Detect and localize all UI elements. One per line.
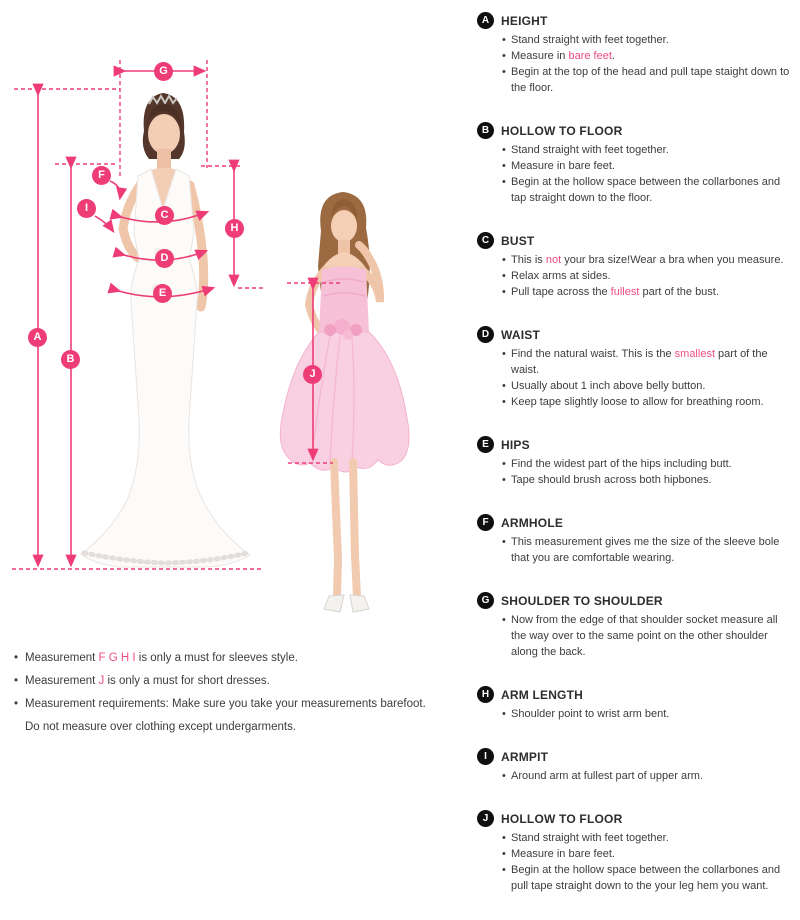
bullet-text (511, 346, 795, 378)
plain-text: Around arm at fullest part of upper arm. (511, 770, 703, 782)
plain-text: your bra size!Wear a bra when you measure. (561, 254, 784, 266)
bullet-text (511, 284, 795, 300)
section-letter-badge: E (477, 436, 494, 453)
bullet-text (511, 378, 795, 394)
bullet-marker: • (502, 474, 506, 486)
bullet-marker: • (502, 160, 506, 172)
bullet-item (502, 64, 795, 96)
plain-text: Find the natural waist. This is the (511, 348, 675, 360)
bullet-item (502, 846, 795, 862)
section-head (477, 810, 795, 827)
plain-text: This is (511, 254, 546, 266)
section-letter-badge: H (477, 686, 494, 703)
plain-text: Measure in (511, 50, 569, 62)
section-bullets (502, 252, 795, 300)
measure-section-f (477, 514, 795, 566)
measure-section-d (477, 326, 795, 410)
bullet-item (502, 284, 795, 300)
bullet-marker: • (502, 380, 506, 392)
section-bullets (502, 534, 795, 566)
plain-text: Relax arms at sides. (511, 270, 611, 282)
note-marker: • (14, 652, 19, 664)
plain-text: . (611, 50, 615, 62)
measure-sections (477, 12, 795, 920)
measure-section-h (477, 686, 795, 722)
bullet-item (502, 174, 795, 206)
plain-text: Do not measure over clothing except undergarments. (25, 721, 297, 733)
bullet-text (511, 158, 795, 174)
measure-label-e: E (153, 284, 172, 303)
note-line (14, 650, 466, 666)
section-letter-badge: A (477, 12, 494, 29)
section-title: ARM LENGTH (501, 687, 583, 702)
bullet-item (502, 268, 795, 284)
highlighted-text: fullest (610, 286, 640, 298)
measure-section-g (477, 592, 795, 660)
section-title: WAIST (501, 327, 540, 342)
plain-text: Usually about 1 inch above belly button. (511, 380, 706, 392)
section-head (477, 514, 795, 531)
highlighted-text: F G H I (98, 652, 136, 664)
bullet-item (502, 830, 795, 846)
section-bullets (502, 32, 795, 96)
measure-label-g: G (154, 62, 173, 81)
bullet-text (511, 612, 795, 660)
section-title: HOLLOW TO FLOOR (501, 811, 623, 826)
bullet-text (511, 472, 795, 488)
note-line (14, 719, 466, 735)
section-title: BUST (501, 233, 535, 248)
section-title: HIPS (501, 437, 530, 452)
bullet-marker: • (502, 254, 506, 266)
bullet-text (511, 32, 795, 48)
section-title: HEIGHT (501, 13, 548, 28)
plain-text: Now from the edge of that shoulder socket measure all the way over to the same point on the other shoulder along the back. (511, 614, 778, 658)
highlighted-text: not (545, 254, 562, 266)
bullet-marker: • (502, 270, 506, 282)
note-marker: • (14, 675, 19, 687)
bullet-text (511, 846, 795, 862)
section-bullets (502, 142, 795, 206)
section-letter-badge: B (477, 122, 494, 139)
bullet-marker: • (502, 396, 506, 408)
section-letter-badge: G (477, 592, 494, 609)
bullet-item (502, 48, 795, 64)
plain-text: Measure in bare feet. (511, 848, 615, 860)
plain-text: Stand straight with feet together. (511, 34, 669, 46)
plain-text: Begin at the top of the head and pull tape staight down to the floor. (511, 66, 790, 94)
bullet-item (502, 346, 795, 378)
measure-section-b (477, 122, 795, 206)
measure-section-j (477, 810, 795, 894)
bullet-text (511, 534, 795, 566)
bullet-text (511, 830, 795, 846)
bullet-marker: • (502, 286, 506, 298)
measurement-overlay (0, 0, 470, 640)
plain-text: Measurement (25, 675, 99, 687)
bullet-item (502, 378, 795, 394)
section-letter-badge: D (477, 326, 494, 343)
section-head (477, 232, 795, 249)
bullet-marker: • (502, 176, 506, 188)
bullet-marker: • (502, 848, 506, 860)
measure-label-j: J (303, 365, 322, 384)
bullet-text (511, 64, 795, 96)
bullet-item (502, 768, 795, 784)
section-title: ARMPIT (501, 749, 549, 764)
note-marker: • (14, 698, 19, 710)
bullet-marker: • (502, 50, 506, 62)
bullet-marker: • (502, 832, 506, 844)
measure-section-c (477, 232, 795, 300)
highlighted-text: bare feet (568, 50, 612, 62)
section-head (477, 686, 795, 703)
bullet-marker: • (502, 66, 506, 78)
section-head (477, 592, 795, 609)
section-bullets (502, 768, 795, 784)
bullet-text (511, 456, 795, 472)
section-bullets (502, 706, 795, 722)
bullet-marker: • (502, 458, 506, 470)
arrow-i (95, 216, 113, 231)
plain-text: Find the widest part of the hips including butt. (511, 458, 732, 470)
plain-text: This measurement gives me the size of the sleeve bole that you are comfortable wearing. (511, 536, 780, 564)
section-head (477, 436, 795, 453)
bullet-text (511, 268, 795, 284)
measure-label-a: A (28, 328, 47, 347)
highlighted-text: J (98, 675, 105, 687)
bullet-item (502, 142, 795, 158)
bullet-item (502, 394, 795, 410)
bullet-text (511, 174, 795, 206)
measure-label-d: D (155, 249, 174, 268)
bullet-text (511, 48, 795, 64)
measure-section-i (477, 748, 795, 784)
section-head (477, 12, 795, 29)
bullet-marker: • (502, 34, 506, 46)
bullet-marker: • (502, 864, 506, 876)
note-line (14, 673, 466, 689)
bullet-marker: • (502, 348, 506, 360)
measure-label-c: C (155, 206, 174, 225)
note-text (25, 719, 466, 735)
plain-text: part of the waist. (511, 348, 768, 376)
plain-text: Stand straight with feet together. (511, 832, 669, 844)
section-bullets (502, 456, 795, 488)
note-marker (14, 719, 25, 735)
bullet-item (502, 252, 795, 268)
bullet-text (511, 394, 795, 410)
bullet-marker: • (502, 144, 506, 156)
plain-text: Begin at the hollow space between the collarbones and tap straight down to the floor. (511, 176, 781, 204)
bullet-text (511, 252, 795, 268)
bullet-text (511, 706, 795, 722)
section-letter-badge: F (477, 514, 494, 531)
section-title: ARMHOLE (501, 515, 564, 530)
bullet-item (502, 534, 795, 566)
plain-text: Keep tape slightly loose to allow for breathing room. (511, 396, 764, 408)
section-title: SHOULDER TO SHOULDER (501, 593, 663, 608)
note-text (25, 673, 466, 689)
section-letter-badge: C (477, 232, 494, 249)
section-letter-badge: I (477, 748, 494, 765)
bullet-marker: • (502, 614, 506, 626)
bullet-item (502, 32, 795, 48)
measure-label-b: B (61, 350, 80, 369)
measure-label-i: I (77, 199, 96, 218)
measure-section-e (477, 436, 795, 488)
highlighted-text: smallest (674, 348, 715, 360)
bullet-item (502, 612, 795, 660)
bullet-marker: • (502, 536, 506, 548)
note-line (14, 696, 466, 712)
bullet-text (511, 862, 795, 894)
bullet-item (502, 862, 795, 894)
plain-text: Tape should brush across both hipbones. (511, 474, 712, 486)
bullet-item (502, 706, 795, 722)
plain-text: is only a must for short dresses. (104, 675, 270, 687)
plain-text: is only a must for sleeves style. (135, 652, 298, 664)
bullet-marker: • (502, 708, 506, 720)
section-head (477, 748, 795, 765)
bullet-item (502, 456, 795, 472)
measure-section-a (477, 12, 795, 96)
plain-text: Begin at the hollow space between the collarbones and pull tape straight down to the your leg hem you want. (511, 864, 781, 892)
note-text (25, 650, 466, 666)
plain-text: Shoulder point to wrist arm bent. (511, 708, 670, 720)
plain-text: Measure in bare feet. (511, 160, 615, 172)
section-bullets (502, 612, 795, 660)
section-bullets (502, 830, 795, 894)
measure-label-f: F (92, 166, 111, 185)
plain-text: Measurement (25, 652, 99, 664)
plain-text: Measurement requirements: Make sure you take your measurements barefoot. (25, 698, 426, 710)
plain-text: Pull tape across the (511, 286, 611, 298)
bullet-item (502, 472, 795, 488)
plain-text: Stand straight with feet together. (511, 144, 669, 156)
arrow-f (110, 181, 120, 198)
note-text (25, 696, 466, 712)
section-head (477, 326, 795, 343)
section-letter-badge: J (477, 810, 494, 827)
plain-text: part of the bust. (639, 286, 719, 298)
bullet-marker: • (502, 770, 506, 782)
bullet-item (502, 158, 795, 174)
section-title: HOLLOW TO FLOOR (501, 123, 623, 138)
bullet-text (511, 768, 795, 784)
section-head (477, 122, 795, 139)
section-bullets (502, 346, 795, 410)
notes-block (14, 650, 466, 742)
measure-label-h: H (225, 219, 244, 238)
bullet-text (511, 142, 795, 158)
